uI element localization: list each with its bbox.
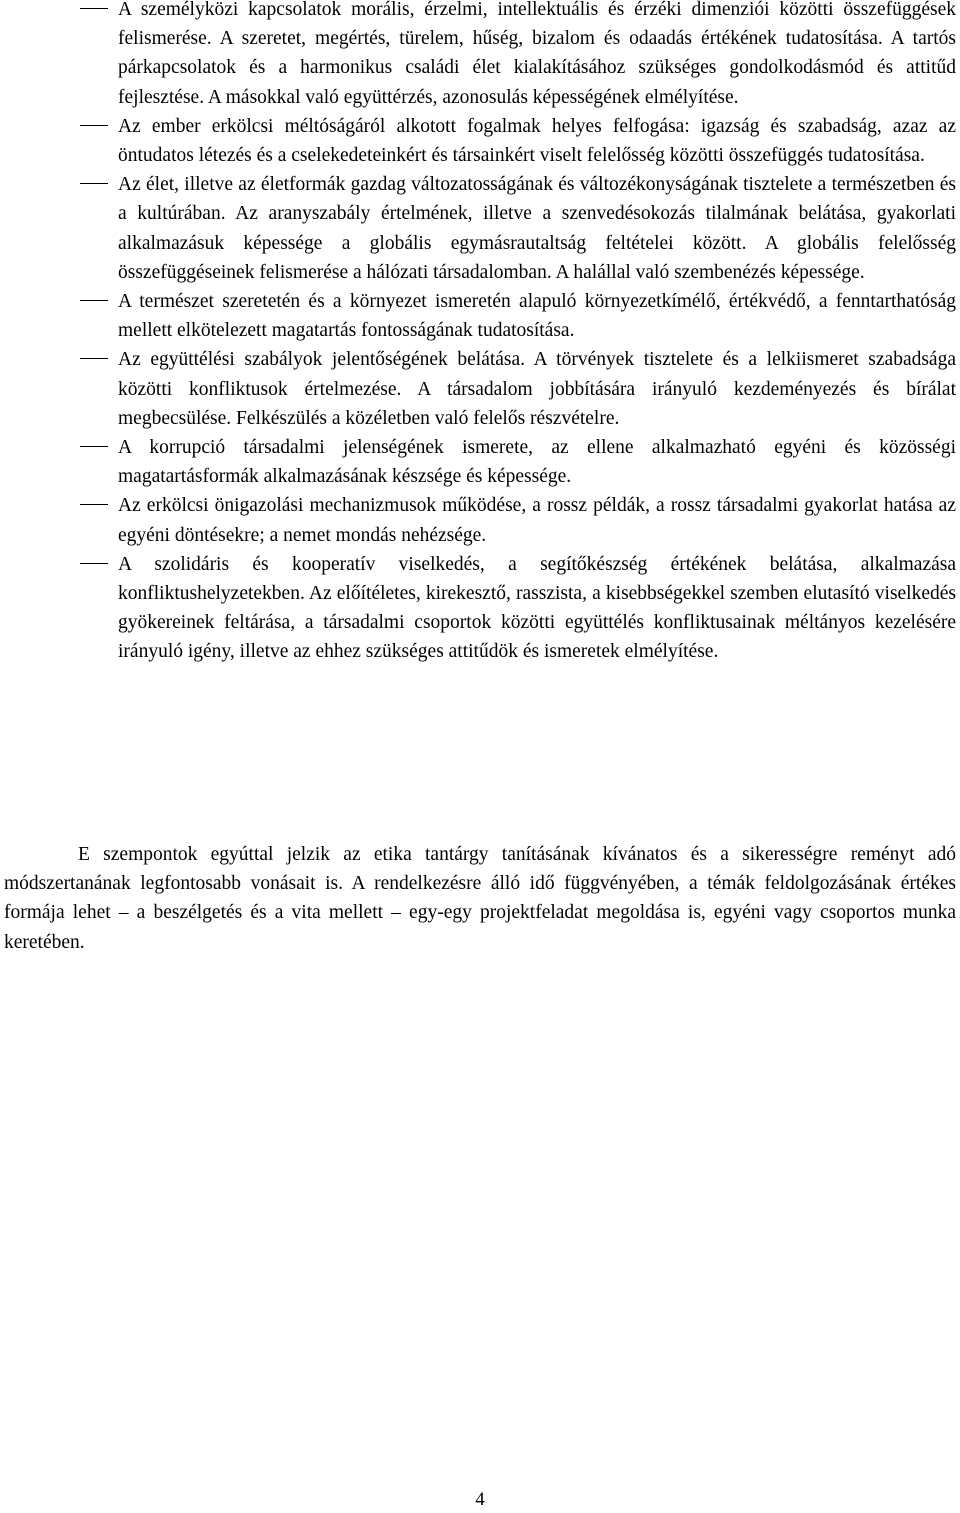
bullet-item — [0, 0, 956, 112]
bullet-text: A természet szeretetén és a környezet ismeretén alapuló környezetkímélő, értékvédő, a fenntarthatóság mellett elkötelezett magatartás fontosságának tudatosítása. — [118, 291, 956, 342]
dash-bullet-icon — [80, 8, 108, 9]
dash-bullet-icon — [80, 358, 108, 359]
bullet-text: Az együttélési szabályok jelentőségének belátása. A törvények tisztelete és a lelkiismeret szabadsága közötti konfliktusok értelmezése. A társadalom jobbítására irányuló kezdeményezés és bírálat megbecsülése. Felkészülés a közéletben való felelős részvételre. — [118, 349, 956, 429]
dash-bullet-icon — [80, 183, 108, 184]
dash-bullet-icon — [80, 504, 108, 505]
bullet-item — [0, 170, 956, 287]
dash-bullet-icon — [80, 125, 108, 126]
page-number: 4 — [475, 1489, 485, 1510]
bullet-item — [0, 345, 956, 433]
bullet-text: Az erkölcsi önigazolási mechanizmusok működése, a rossz példák, a rossz társadalmi gyakorlat hatása az egyéni döntésekre; a nemet mondás nehézsége. — [118, 495, 956, 546]
bullet-text: Az élet, illetve az életformák gazdag változatosságának és változékonyságának tisztelete a természetben és a kultúrában. Az aranyszabály értelmének, illetve a szenvedésokozás tilalmának belátása, gyakorlati alkalmazásuk képessége a globális egymásrautaltság feltételei között. A globális felelősség összefüggéseinek felismerése a hálózati társadalomban. A halállal való szembenézés képessége. — [118, 174, 956, 283]
bullet-text: A szolidáris és kooperatív viselkedés, a segítőkészség értékének belátása, alkalmazása konfliktushelyzetekben. Az előítéletes, kirekesztő, rasszista, a kisebbségekkel szemben elutasító viselkedés gyökereinek feltárása, a társadalmi csoportok közötti együttélés konfliktusainak méltányos kezelésére irányuló igény, illetve az ehhez szükséges attitűdök és ismeretek elmélyítése. — [118, 553, 956, 663]
dash-bullet-icon — [80, 563, 108, 564]
bullet-text: A korrupció társadalmi jelenségének ismerete, az ellene alkalmazható egyéni és közösségi magatartásformák alkalmazásának készsége és képessége. — [118, 437, 956, 488]
bullet-item — [0, 287, 956, 345]
bullet-item — [0, 491, 956, 549]
bullet-text: Az ember erkölcsi méltóságáról alkotott fogalmak helyes felfogása: igazság és szabadság, azaz az öntudatos létezés és a cselekedeteinkért és társainkért viselt felelősség közötti összefüggés tudatosítása. — [118, 115, 956, 167]
bullet-text: A személyközi kapcsolatok morális, érzelmi, intellektuális és érzéki dimenziói közötti összefüggések felismerése. A szeretet, megértés, türelem, hűség, bizalom és odaadás értékének tudatosítása. A tartós párkapcsolatok és a harmonikus családi élet kialakításához szükséges gondolkodásmód és attitűd fejlesztése. A másokkal való együttérzés, azonosulás képességének elmélyítése. — [118, 0, 956, 108]
dash-bullet-icon — [80, 446, 108, 447]
bullet-list — [0, 0, 956, 667]
closing-paragraph: E szempontok egyúttal jelzik az etika tantárgy tanításának kívánatos és a sikerességre reményt adó módszertanának legfontosabb vonásait is. A rendelkezésre álló idő függvényében, a témák feldolgozásának értékes formája lehet – a beszélgetés és a vita mellett – egy-egy projektfeladat megoldása is, egyéni vagy csoportos munka keretében. — [4, 844, 956, 953]
bullet-item — [0, 433, 956, 491]
bullet-item — [0, 112, 956, 170]
dash-bullet-icon — [80, 300, 108, 301]
bullet-item — [0, 550, 956, 667]
